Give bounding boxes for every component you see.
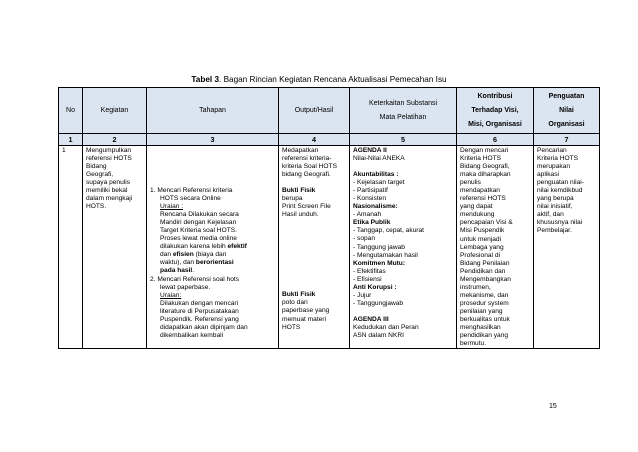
penguatan-line: Pembelajar. [537, 227, 572, 235]
kontribusi-line: bermutu. [460, 340, 487, 348]
output-line: memuat materi [282, 315, 326, 323]
table-caption [0, 75, 638, 84]
kontribusi-line: berkualitas untuk [460, 315, 510, 323]
kegiatan-line: Mengumpulkan [86, 147, 132, 154]
header-row [59, 88, 600, 134]
column-number: 3 [147, 134, 279, 146]
agenda-sub: Nilai-Nilai ANEKA [353, 155, 405, 163]
bukti-fisik-label: Bukti Fisik [282, 291, 316, 299]
kontribusi-line: pencapaian Visi & [460, 219, 513, 227]
penguatan-line: Pencarian [537, 147, 567, 154]
nilai-item: - Tanggung jawab [353, 243, 405, 251]
step1-text: . [192, 267, 195, 275]
step2-body: didapatkan akan dipinjam dan [160, 323, 248, 331]
step1-bold: efisien [172, 251, 194, 259]
step2-title: lewat paperbase. [160, 283, 211, 291]
penguatan-line: aktif, dan [537, 211, 564, 219]
step1-body-orientasi [150, 259, 275, 267]
step1-text: waktu), dan [160, 259, 196, 267]
nilai-item: - Konsisten [353, 195, 386, 203]
header-tahapan: Tahapan [147, 88, 279, 134]
step2-body: Dilakukan dengan mencari [160, 299, 239, 307]
kontribusi-line: referensi HOTS [460, 195, 506, 203]
page-number: 15 [549, 403, 557, 410]
step1-text: dilakukan karena lebih [160, 243, 228, 251]
caption-text: . Bagan Rincian Kegiatan Rencana Aktualisasi Pemecahan Isu [219, 75, 447, 84]
cell-keterkaitan [350, 146, 457, 349]
kegiatan-line: Bidang [86, 163, 107, 171]
nilai-item: - Mengutamakan hasil [353, 251, 418, 259]
kegiatan-line: memiliki bekal [86, 187, 128, 195]
header-keterkaitan-line: Mata Pelatihan [379, 113, 427, 121]
output-line: Medapatkan [282, 147, 319, 154]
header-kontribusi [457, 88, 534, 134]
kegiatan-line: HOTS. [86, 203, 107, 211]
kegiatan-line: dalam mengkaji [86, 195, 133, 203]
penguatan-line: nilai kemdikbud [537, 187, 583, 195]
header-kontribusi-line: Misi, Organisasi [468, 120, 522, 128]
penguatan-line: khususnya nilai [537, 219, 583, 227]
kontribusi-line: Pendidikan dan [460, 267, 506, 275]
output-line: HOTS [282, 323, 301, 331]
nilai-item: - Kejelasan target [353, 179, 405, 187]
spacer [282, 219, 346, 291]
kontribusi-line: penulis [460, 179, 481, 187]
cell-output [279, 146, 350, 349]
header-no: No [59, 88, 83, 134]
column-number: 2 [83, 134, 147, 146]
kontribusi-line: penilaian yang [460, 307, 503, 315]
step2-body: Puspendik. Referensi yang [160, 315, 239, 323]
nilai-item: - Partisipatif [353, 187, 388, 195]
kontribusi-line: Misi Puspendik [460, 227, 505, 235]
spacer [353, 163, 453, 171]
column-number-row [59, 134, 600, 146]
step1-body-efisien [150, 251, 275, 259]
header-keterkaitan [350, 88, 457, 134]
cell-tahapan [147, 146, 279, 349]
output-line: kriteria Soal HOTS [282, 163, 337, 171]
step1-body: Mandiri dengan Kejelasan [160, 219, 237, 227]
kontribusi-line: menghasilkan [460, 324, 501, 332]
penguatan-line: nilai inisiatif, [537, 203, 573, 211]
cell-no: 1 [59, 146, 83, 349]
kegiatan-line: Geografi, [86, 171, 114, 179]
step1-body: Rencana Dilakukan secara [160, 211, 239, 219]
penguatan-line: penguatan nilai- [537, 179, 584, 187]
header-kontribusi-line: Terhadap Visi, [471, 106, 519, 114]
nilai-item: - Amanah [353, 211, 382, 219]
nilai-item: - Efisiensi [353, 275, 382, 283]
column-number: 1 [59, 134, 83, 146]
step1-bold: berorientasi [195, 259, 234, 267]
step1-title: HOTS secara Online [160, 195, 221, 203]
step1-text: dan [160, 251, 173, 259]
header-penguatan-line: Nilai [559, 106, 574, 114]
agenda-label: AGENDA II [353, 147, 387, 154]
kontribusi-line: Mengembangkan [460, 275, 511, 283]
header-output: Output/Hasil [279, 88, 350, 134]
kontribusi-line: Dengan mencari [460, 147, 509, 154]
agenda-sub: Kedudukan dan Peran [353, 323, 419, 331]
output-line: paperbase yang [282, 307, 330, 315]
nilai-item: - Efektifitas [353, 267, 386, 275]
step1-title: 1. Mencari Referensi kriteria [150, 187, 233, 194]
kontribusi-line: mendapatkan [460, 187, 500, 195]
output-line: bidang Geografi. [282, 171, 331, 179]
step1-uraian-label: Uraian : [160, 203, 184, 211]
agenda-sub: ASN dalam NKRI [353, 331, 404, 339]
kontribusi-line: instrumen, [460, 283, 491, 291]
column-number: 6 [457, 134, 534, 146]
cell-penguatan [534, 146, 600, 349]
header-keterkaitan-line: Keterkaitan Substansi [368, 99, 438, 107]
penguatan-line: yang berupa [537, 195, 574, 203]
output-line: poto dari [282, 299, 308, 307]
caption-label: Tabel 3 [191, 75, 220, 84]
kegiatan-line: supaya penulis [86, 179, 130, 187]
step1-body: Target Kriteria soal HOTS. [160, 227, 237, 235]
nilai-item: - Jujur [353, 291, 372, 299]
header-penguatan-line: Organisasi [548, 120, 585, 128]
kontribusi-line: maka diharapkan [460, 171, 511, 179]
column-number: 4 [279, 134, 350, 146]
kontribusi-line: mendukung [460, 211, 495, 219]
step2-title: 2. Mencari Referensi soal hots [150, 275, 240, 283]
header-kontribusi-line: Kontribusi [477, 92, 513, 100]
step2-body: dikembalikan kembali [160, 331, 224, 339]
nilai-item: - Tanggungjawab [353, 299, 404, 307]
spacer [282, 179, 346, 187]
cell-kegiatan [83, 146, 147, 349]
nilai-item: - Tanggap, cepat, akurat [353, 227, 424, 235]
output-line: referensi kriteria- [282, 155, 332, 163]
step1-body-efektif [150, 243, 275, 251]
penguatan-line: merupakan [537, 163, 570, 171]
header-kegiatan: Kegiatan [83, 88, 147, 134]
kontribusi-line: Profesional di [460, 251, 500, 259]
activity-table [58, 87, 600, 349]
step2-uraian-label: Uraian: [160, 291, 182, 299]
column-number: 5 [350, 134, 457, 146]
akuntabilitas-label: Akuntabilitas : [353, 171, 399, 179]
step1-body: Proses lewat media online [160, 235, 237, 243]
step1-bold: pada hasil [160, 267, 193, 275]
kontribusi-line: pendidikan yang [460, 332, 509, 340]
step2-body: literature di Perpusatakaan [160, 307, 239, 315]
kontribusi-line: untuk menjadi [460, 235, 502, 243]
antikorupsi-label: Anti Korupsi : [353, 283, 397, 291]
output-line: berupa [282, 195, 303, 203]
kontribusi-line: Lembaga yang [460, 243, 504, 251]
header-penguatan-line: Penguatan [548, 92, 585, 100]
kegiatan-line: referensi HOTS [86, 155, 132, 163]
output-line: Print Screen File [282, 203, 331, 211]
step1-body-hasil [150, 267, 275, 275]
kontribusi-line: Kriteria HOTS [460, 155, 502, 163]
column-number: 7 [534, 134, 600, 146]
agenda-label: AGENDA III [353, 315, 389, 323]
kontribusi-line: Bidang Geografi, [460, 163, 510, 171]
penguatan-line: aplikasi [537, 171, 559, 179]
kontribusi-line: Bidang Penilaian [460, 259, 510, 267]
etika-label: Etika Publik [353, 219, 391, 227]
kontribusi-line: yang dapat [460, 203, 493, 211]
table-row [59, 146, 600, 349]
komitmen-label: Komitmen Mutu: [353, 259, 406, 267]
kontribusi-line: mekanisme, dan [460, 291, 509, 299]
step1-bold: efektif [227, 243, 247, 251]
header-penguatan [534, 88, 600, 134]
output-line: Hasil unduh. [282, 211, 319, 219]
nilai-item: - sopan [353, 235, 375, 243]
bukti-fisik-label: Bukti Fisik [282, 187, 316, 195]
kontribusi-line: prosedur system [460, 299, 509, 307]
nasionalisme-label: Nasionalisme: [353, 203, 398, 211]
step1-text: (biaya dan [193, 251, 227, 259]
cell-kontribusi [457, 146, 534, 349]
spacer [353, 308, 453, 316]
penguatan-line: Kriteria HOTS [537, 155, 579, 163]
